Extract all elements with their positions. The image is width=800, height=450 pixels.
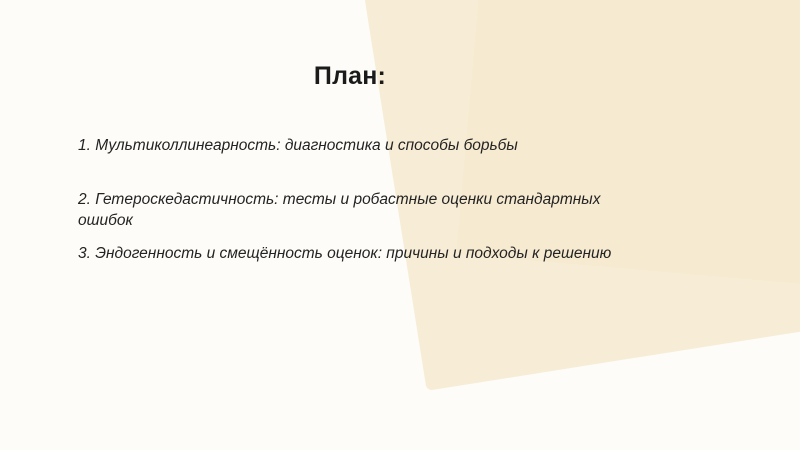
bullet-list [78, 136, 618, 265]
page-title: План: [313, 62, 387, 90]
list-item: 1. Мультиколлинеарность: диагностика и способы борьбы [78, 137, 518, 154]
list-item: 3. Эндогенность и смещённость оценок: причины и подходы к решению [78, 244, 612, 262]
list-item: 2. Гетероскедастичность: тесты и робастные оценки стандартных ошибок [78, 190, 601, 229]
